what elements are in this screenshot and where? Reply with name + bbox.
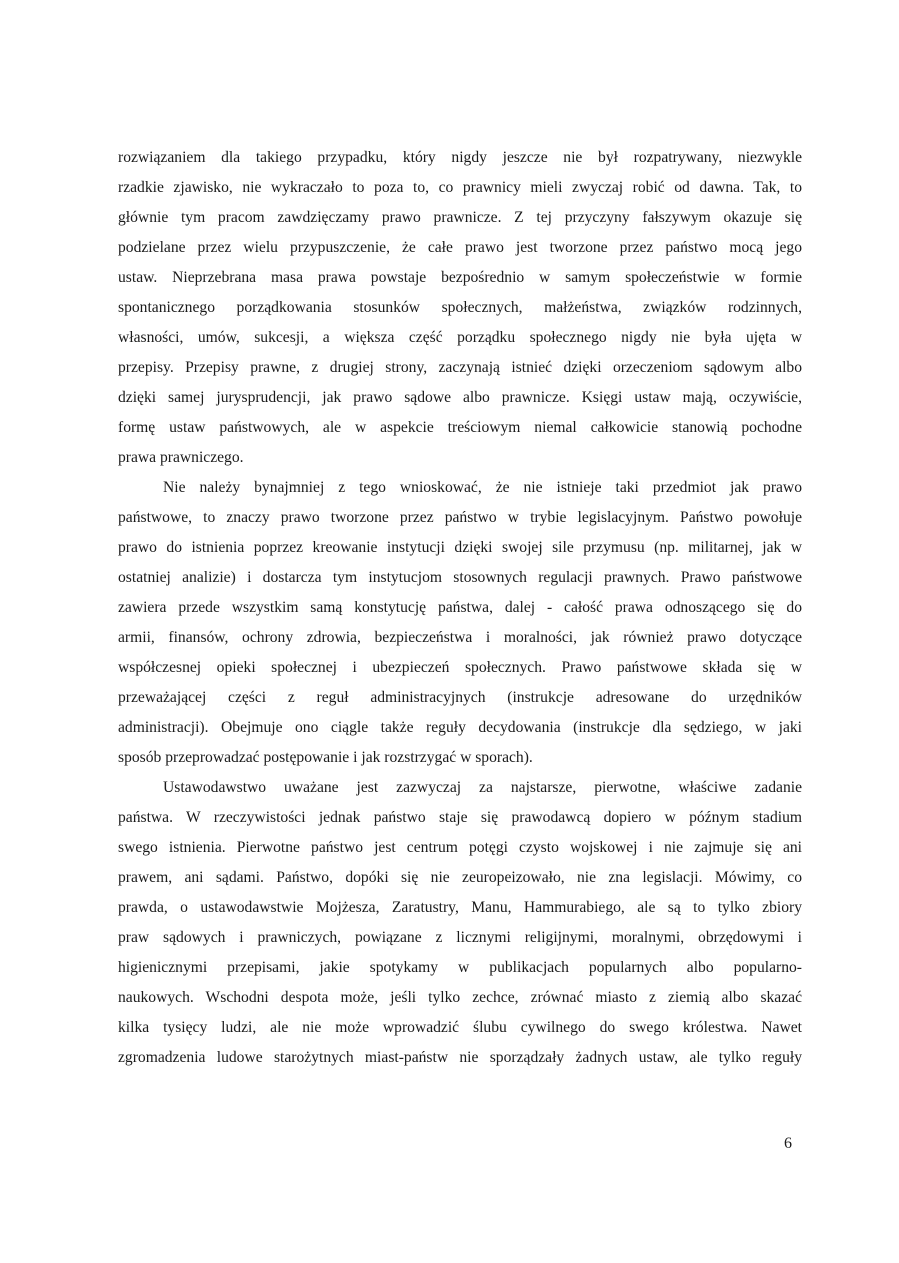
paragraph [118, 773, 802, 1073]
text-line: dzięki samej jurysprudencji, jak prawo sądowe albo prawnicze. Księgi ustaw mają, oczywiście, [118, 389, 802, 406]
text-line: prawda, o ustawodawstwie Mojżesza, Zaratustry, Manu, Hammurabiego, ale są to tylko zbiory [118, 899, 802, 916]
text-line: sposób przeprowadzać postępowanie i jak rozstrzygać w sporach). [118, 749, 533, 766]
text-line: głównie tym pracom zawdzięczamy prawo prawnicze. Z tej przyczyny fałszywym okazuje się [118, 209, 802, 226]
text-line: zawiera przede wszystkim samą konstytucję państwa, dalej - całość prawa odnoszącego się do [118, 599, 802, 616]
text-line: własności, umów, sukcesji, a większa część porządku społecznego nigdy nie była ujęta w [118, 329, 802, 346]
text-line: armii, finansów, ochrony zdrowia, bezpieczeństwa i moralności, jak również prawo dotyczące [118, 629, 802, 646]
text-line: administracji). Obejmuje ono ciągle także reguły decydowania (instrukcje dla sędziego, w jaki [118, 719, 802, 736]
text-line: swego istnienia. Pierwotne państwo jest centrum potęgi czysto wojskowej i nie zajmuje się ani [118, 839, 802, 856]
text-line: państwowe, to znaczy prawo tworzone przez państwo w trybie legislacyjnym. Państwo powołuje [118, 509, 802, 526]
text-line: higienicznymi przepisami, jakie spotykamy w publikacjach popularnych albo popularno- [118, 959, 802, 976]
text-line: formę ustaw państwowych, ale w aspekcie treściowym niemal całkowicie stanowią pochodne [118, 419, 802, 436]
text-line: naukowych. Wschodni despota może, jeśli tylko zechce, zrównać miasto z ziemią albo skazać [118, 989, 802, 1006]
text-line: rozwiązaniem dla takiego przypadku, który nigdy jeszcze nie był rozpatrywany, niezwykle [118, 149, 802, 166]
text-line: praw sądowych i prawniczych, powiązane z licznymi religijnymi, moralnymi, obrzędowymi i [118, 929, 802, 946]
document-body [118, 143, 802, 1073]
text-line: ostatniej analizie) i dostarcza tym instytucjom stosownych regulacji prawnych. Prawo państwowe [118, 569, 802, 586]
text-line: państwa. W rzeczywistości jednak państwo staje się prawodawcą dopiero w późnym stadium [118, 809, 802, 826]
text-line: współczesnej opieki społecznej i ubezpieczeń społecznych. Prawo państwowe składa się w [118, 659, 802, 676]
text-line: spontanicznego porządkowania stosunków społecznych, małżeństwa, związków rodzinnych, [118, 299, 802, 316]
text-line: przeważającej części z reguł administracyjnych (instrukcje adresowane do urzędników [118, 689, 802, 706]
page-number: 6 [784, 1135, 792, 1152]
text-line: podzielane przez wielu przypuszczenie, że całe prawo jest tworzone przez państwo mocą jego [118, 239, 802, 256]
text-line: ustaw. Nieprzebrana masa prawa powstaje bezpośrednio w samym społeczeństwie w formie [118, 269, 802, 286]
text-line: Ustawodawstwo uważane jest zazwyczaj za najstarsze, pierwotne, właściwe zadanie [163, 779, 802, 796]
paragraph [118, 473, 802, 773]
text-line: prawo do istnienia poprzez kreowanie instytucji dzięki swojej sile przymusu (np. militarnej, jak w [118, 539, 802, 556]
text-line: kilka tysięcy ludzi, ale nie może wprowadzić ślubu cywilnego do swego królestwa. Nawet [118, 1019, 802, 1036]
text-line: prawa prawniczego. [118, 449, 244, 466]
text-line: zgromadzenia ludowe starożytnych miast-państw nie sporządzały żadnych ustaw, ale tylko reguły [118, 1049, 802, 1066]
text-line: rzadkie zjawisko, nie wykraczało to poza to, co prawnicy mieli zwyczaj robić od dawna. Tak, to [118, 179, 802, 196]
paragraph [118, 143, 802, 473]
text-line: Nie należy bynajmniej z tego wnioskować, że nie istnieje taki przedmiot jak prawo [163, 479, 802, 496]
text-line: prawem, ani sądami. Państwo, dopóki się nie zeuropeizowało, nie zna legislacji. Mówimy, co [118, 869, 802, 886]
text-line: przepisy. Przepisy prawne, z drugiej strony, zaczynają istnieć dzięki orzeczeniom sądowym albo [118, 359, 802, 376]
